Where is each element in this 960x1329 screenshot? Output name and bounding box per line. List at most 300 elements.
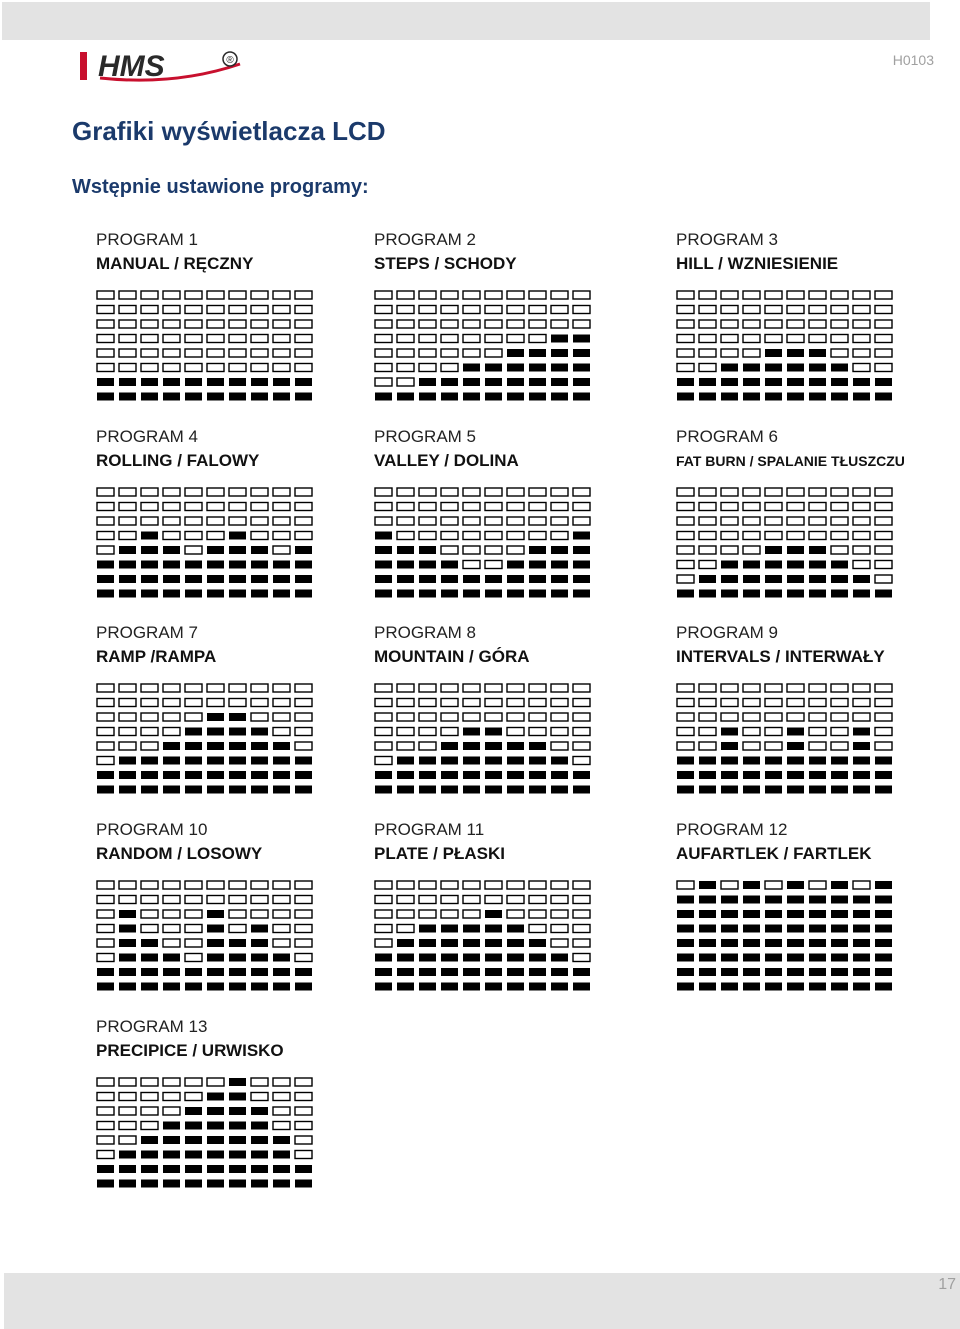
lcd-segment-on <box>119 968 136 976</box>
lcd-segment-off <box>375 291 392 299</box>
lcd-segment-off <box>119 1093 136 1101</box>
lcd-segment-on <box>721 968 738 976</box>
lcd-segment-off <box>787 699 804 707</box>
lcd-segment-on <box>163 1122 180 1130</box>
lcd-segment-on <box>251 1165 268 1173</box>
lcd-segment-off <box>677 561 694 569</box>
lcd-segment-off <box>273 939 290 947</box>
lcd-segment-off <box>163 713 180 721</box>
lcd-segment-off <box>507 335 524 343</box>
lcd-segment-on <box>119 1180 136 1188</box>
lcd-segment-off <box>141 517 158 525</box>
lcd-segment-on <box>529 561 546 569</box>
lcd-segment-off <box>141 335 158 343</box>
lcd-segment-off <box>251 1078 268 1086</box>
lcd-segment-off <box>463 320 480 328</box>
lcd-segment-on <box>875 968 892 976</box>
lcd-segment-off <box>529 728 546 736</box>
lcd-segment-off <box>677 881 694 889</box>
lcd-segment-on <box>787 378 804 386</box>
lcd-segment-off <box>273 1122 290 1130</box>
lcd-segment-off <box>397 742 414 750</box>
lcd-segment-on <box>787 896 804 904</box>
lcd-segment-off <box>273 1107 290 1115</box>
lcd-segment-on <box>163 393 180 401</box>
lcd-segment-off <box>273 728 290 736</box>
lcd-segment-off <box>853 699 870 707</box>
lcd-segment-off <box>97 728 114 736</box>
program-number: PROGRAM 4 <box>96 427 199 446</box>
lcd-segment-off <box>185 910 202 918</box>
lcd-segment-off <box>743 728 760 736</box>
lcd-segment-off <box>251 306 268 314</box>
lcd-segment-on <box>677 393 694 401</box>
lcd-segment-on <box>809 393 826 401</box>
lcd-segment-on <box>185 1122 202 1130</box>
lcd-segment-off <box>375 881 392 889</box>
lcd-segment-off <box>185 532 202 540</box>
lcd-segment-on <box>831 925 848 933</box>
lcd-segment-off <box>295 684 312 692</box>
lcd-segment-on <box>251 1151 268 1159</box>
lcd-segment-on <box>163 771 180 779</box>
lcd-segment-off <box>875 320 892 328</box>
lcd-segment-off <box>229 684 246 692</box>
lcd-segment-on <box>743 983 760 991</box>
lcd-segment-off <box>573 517 590 525</box>
lcd-segment-off <box>573 306 590 314</box>
lcd-segment-off <box>295 910 312 918</box>
lcd-segment-on <box>295 546 312 554</box>
lcd-segment-off <box>853 713 870 721</box>
lcd-segment-on <box>677 939 694 947</box>
lcd-segment-on <box>97 968 114 976</box>
lcd-segment-on <box>251 954 268 962</box>
lcd-segment-on <box>507 349 524 357</box>
lcd-segment-on <box>185 968 202 976</box>
program-card <box>676 228 916 402</box>
lcd-segment-off <box>831 306 848 314</box>
lcd-segment-off <box>875 742 892 750</box>
lcd-segment-on <box>419 939 436 947</box>
lcd-segment-off <box>787 335 804 343</box>
lcd-segment-on <box>419 786 436 794</box>
lcd-segment-on <box>441 757 458 765</box>
lcd-segment-on <box>397 954 414 962</box>
lcd-segment-off <box>485 349 502 357</box>
lcd-segment-on <box>787 910 804 918</box>
lcd-segment-off <box>573 954 590 962</box>
lcd-segment-on <box>207 728 224 736</box>
lcd-segment-on <box>251 925 268 933</box>
lcd-segment-on <box>721 910 738 918</box>
lcd-segment-on <box>875 757 892 765</box>
lcd-segment-on <box>743 786 760 794</box>
lcd-segment-off <box>677 517 694 525</box>
lcd-segment-on <box>765 757 782 765</box>
lcd-segment-on <box>141 1180 158 1188</box>
lcd-segment-off <box>677 503 694 511</box>
lcd-segment-on <box>529 742 546 750</box>
lcd-segment-off <box>507 488 524 496</box>
lcd-segment-off <box>743 335 760 343</box>
lcd-segment-off <box>441 728 458 736</box>
lcd-segment-off <box>97 488 114 496</box>
lcd-segment-off <box>787 291 804 299</box>
lcd-segment-off <box>551 517 568 525</box>
lcd-segment-off <box>699 684 716 692</box>
lcd-segment-off <box>251 896 268 904</box>
lcd-segment-off <box>507 896 524 904</box>
lcd-segment-off <box>853 517 870 525</box>
lcd-segment-on <box>207 910 224 918</box>
lcd-segment-on <box>529 575 546 583</box>
lcd-segment-off <box>295 742 312 750</box>
lcd-segment-on <box>507 378 524 386</box>
lcd-segment-on <box>229 546 246 554</box>
lcd-segment-off <box>765 532 782 540</box>
lcd-segment-on <box>529 983 546 991</box>
lcd-segment-off <box>295 1107 312 1115</box>
program-name: HILL / WZNIESIENIE <box>676 254 839 273</box>
lcd-segment-off <box>831 713 848 721</box>
lcd-segment-on <box>295 757 312 765</box>
lcd-segment-off <box>809 713 826 721</box>
lcd-segment-off <box>229 488 246 496</box>
lcd-segment-on <box>853 954 870 962</box>
lcd-segment-on <box>273 393 290 401</box>
lcd-segment-off <box>875 575 892 583</box>
lcd-segment-on <box>251 939 268 947</box>
lcd-segment-off <box>295 532 312 540</box>
lcd-segment-off <box>485 896 502 904</box>
lcd-segment-off <box>743 349 760 357</box>
lcd-segment-on <box>119 546 136 554</box>
lcd-segment-off <box>207 881 224 889</box>
lcd-segment-off <box>119 320 136 328</box>
lcd-segment-on <box>207 590 224 598</box>
lcd-segment-off <box>743 532 760 540</box>
lcd-segment-off <box>163 320 180 328</box>
lcd-segment-on <box>853 983 870 991</box>
lcd-segment-off <box>721 488 738 496</box>
lcd-segment-off <box>119 896 136 904</box>
lcd-segment-on <box>185 561 202 569</box>
lcd-segment-off <box>163 335 180 343</box>
lcd-segment-off <box>119 728 136 736</box>
lcd-segment-off <box>787 320 804 328</box>
lcd-segment-on <box>529 771 546 779</box>
lcd-segment-off <box>573 291 590 299</box>
lcd-segment-on <box>207 1136 224 1144</box>
lcd-segment-on <box>419 925 436 933</box>
lcd-segment-off <box>141 320 158 328</box>
lcd-segment-off <box>185 939 202 947</box>
lcd-segment-off <box>295 291 312 299</box>
lcd-segment-off <box>463 532 480 540</box>
lcd-segment-off <box>419 306 436 314</box>
lcd-segment-on <box>529 378 546 386</box>
lcd-segment-on <box>573 786 590 794</box>
lcd-segment-on <box>207 1165 224 1173</box>
lcd-segment-off <box>809 728 826 736</box>
lcd-segment-on <box>809 896 826 904</box>
lcd-segment-on <box>229 378 246 386</box>
lcd-segment-on <box>251 786 268 794</box>
lcd-segment-on <box>229 939 246 947</box>
lcd-segment-on <box>699 968 716 976</box>
lcd-segment-off <box>419 896 436 904</box>
lcd-segment-off <box>163 503 180 511</box>
lcd-segment-on <box>787 590 804 598</box>
lcd-segment-on <box>573 532 590 540</box>
lcd-profile-graph <box>676 290 894 402</box>
lcd-segment-on <box>163 378 180 386</box>
lcd-segment-on <box>699 881 716 889</box>
lcd-segment-on <box>875 939 892 947</box>
lcd-segment-on <box>699 393 716 401</box>
lcd-segment-on <box>809 983 826 991</box>
lcd-segment-off <box>809 881 826 889</box>
lcd-segment-on <box>853 728 870 736</box>
lcd-segment-on <box>141 590 158 598</box>
lcd-segment-on <box>229 757 246 765</box>
lcd-segment-off <box>397 517 414 525</box>
lcd-segment-on <box>463 771 480 779</box>
lcd-segment-off <box>699 306 716 314</box>
lcd-segment-on <box>765 561 782 569</box>
lcd-segment-on <box>809 349 826 357</box>
lcd-segment-off <box>419 335 436 343</box>
lcd-segment-off <box>809 517 826 525</box>
lcd-segment-on <box>207 713 224 721</box>
lcd-segment-off <box>485 517 502 525</box>
lcd-segment-on <box>507 954 524 962</box>
lcd-segment-off <box>397 364 414 372</box>
lcd-segment-on <box>185 771 202 779</box>
lcd-segment-off <box>853 561 870 569</box>
lcd-segment-on <box>743 881 760 889</box>
lcd-segment-off <box>119 364 136 372</box>
lcd-segment-on <box>229 786 246 794</box>
lcd-segment-on <box>251 393 268 401</box>
lcd-segment-off <box>97 742 114 750</box>
lcd-segment-on <box>743 590 760 598</box>
lcd-segment-off <box>97 364 114 372</box>
lcd-segment-on <box>699 939 716 947</box>
lcd-segment-off <box>765 320 782 328</box>
lcd-segment-off <box>141 910 158 918</box>
lcd-segment-off <box>375 335 392 343</box>
lcd-segment-on <box>273 378 290 386</box>
lcd-segment-on <box>463 968 480 976</box>
lcd-segment-off <box>97 320 114 328</box>
lcd-segment-off <box>419 713 436 721</box>
lcd-segment-off <box>441 517 458 525</box>
lcd-segment-off <box>529 503 546 511</box>
lcd-segment-off <box>573 896 590 904</box>
lcd-segment-on <box>375 954 392 962</box>
lcd-segment-off <box>251 684 268 692</box>
program-name: STEPS / SCHODY <box>374 254 517 273</box>
lcd-segment-off <box>441 488 458 496</box>
lcd-segment-off <box>743 517 760 525</box>
lcd-segment-off <box>507 881 524 889</box>
lcd-segment-off <box>831 335 848 343</box>
lcd-segment-off <box>699 532 716 540</box>
lcd-segment-off <box>141 1078 158 1086</box>
lcd-segment-off <box>875 306 892 314</box>
lcd-segment-on <box>185 1151 202 1159</box>
lcd-segment-off <box>273 699 290 707</box>
lcd-segment-off <box>419 742 436 750</box>
lcd-segment-off <box>251 532 268 540</box>
lcd-segment-off <box>141 1122 158 1130</box>
lcd-segment-on <box>743 561 760 569</box>
lcd-segment-off <box>97 532 114 540</box>
lcd-segment-on <box>485 590 502 598</box>
lcd-segment-on <box>507 983 524 991</box>
lcd-profile-graph <box>96 683 314 795</box>
lcd-segment-off <box>295 728 312 736</box>
lcd-segment-off <box>853 532 870 540</box>
lcd-segment-off <box>463 561 480 569</box>
lcd-segment-on <box>875 954 892 962</box>
lcd-segment-off <box>185 881 202 889</box>
lcd-segment-off <box>295 1151 312 1159</box>
lcd-segment-off <box>419 349 436 357</box>
lcd-segment-off <box>831 742 848 750</box>
lcd-segment-on <box>295 575 312 583</box>
lcd-segment-on <box>229 1136 246 1144</box>
lcd-segment-on <box>295 1180 312 1188</box>
lcd-segment-off <box>97 757 114 765</box>
lcd-segment-on <box>699 771 716 779</box>
lcd-segment-off <box>831 320 848 328</box>
lcd-segment-on <box>229 1122 246 1130</box>
lcd-segment-off <box>273 1093 290 1101</box>
lcd-profile-graph <box>374 880 592 992</box>
lcd-segment-on <box>463 364 480 372</box>
lcd-segment-off <box>677 713 694 721</box>
lcd-segment-on <box>529 364 546 372</box>
lcd-segment-off <box>677 684 694 692</box>
lcd-segment-off <box>507 728 524 736</box>
lcd-segment-on <box>485 575 502 583</box>
lcd-segment-on <box>295 786 312 794</box>
lcd-segment-on <box>809 546 826 554</box>
lcd-segment-on <box>207 546 224 554</box>
lcd-segment-on <box>419 757 436 765</box>
lcd-segment-on <box>831 939 848 947</box>
lcd-segment-off <box>273 532 290 540</box>
lcd-segment-on <box>677 786 694 794</box>
lcd-segment-on <box>163 1151 180 1159</box>
lcd-segment-off <box>721 320 738 328</box>
lcd-segment-off <box>251 699 268 707</box>
lcd-segment-off <box>853 364 870 372</box>
lcd-segment-off <box>441 881 458 889</box>
lcd-segment-off <box>251 881 268 889</box>
lcd-segment-off <box>97 1151 114 1159</box>
lcd-segment-on <box>229 1180 246 1188</box>
lcd-segment-off <box>97 1136 114 1144</box>
lcd-segment-off <box>185 335 202 343</box>
lcd-segment-off <box>441 335 458 343</box>
lcd-segment-off <box>831 699 848 707</box>
lcd-segment-on <box>185 1165 202 1173</box>
lcd-segment-off <box>419 728 436 736</box>
lcd-segment-on <box>251 728 268 736</box>
lcd-segment-off <box>787 488 804 496</box>
program-card <box>676 818 916 992</box>
lcd-segment-off <box>397 532 414 540</box>
lcd-segment-on <box>463 939 480 947</box>
lcd-segment-on <box>551 968 568 976</box>
lcd-segment-off <box>529 320 546 328</box>
lcd-segment-on <box>97 393 114 401</box>
lcd-segment-off <box>207 684 224 692</box>
lcd-segment-on <box>163 968 180 976</box>
lcd-segment-off <box>875 517 892 525</box>
program-name: MANUAL / RĘCZNY <box>96 254 254 273</box>
lcd-segment-off <box>375 320 392 328</box>
lcd-segment-on <box>507 757 524 765</box>
lcd-segment-on <box>853 896 870 904</box>
program-name: AUFARTLEK / FARTLEK <box>676 844 872 863</box>
lcd-segment-off <box>397 881 414 889</box>
lcd-segment-on <box>485 364 502 372</box>
lcd-segment-on <box>273 575 290 583</box>
lcd-segment-off <box>831 291 848 299</box>
lcd-segment-off <box>97 713 114 721</box>
lcd-segment-on <box>677 983 694 991</box>
lcd-segment-off <box>229 320 246 328</box>
lcd-segment-off <box>295 488 312 496</box>
program-card <box>374 621 614 795</box>
lcd-segment-on <box>529 968 546 976</box>
lcd-segment-on <box>273 590 290 598</box>
footer-bar <box>4 1273 960 1329</box>
lcd-segment-on <box>185 590 202 598</box>
lcd-segment-off <box>677 699 694 707</box>
lcd-segment-off <box>551 684 568 692</box>
lcd-segment-off <box>573 488 590 496</box>
lcd-segment-off <box>119 291 136 299</box>
lcd-segment-on <box>677 757 694 765</box>
lcd-segment-on <box>875 925 892 933</box>
lcd-segment-off <box>295 320 312 328</box>
lcd-segment-off <box>141 306 158 314</box>
lcd-segment-on <box>831 590 848 598</box>
lcd-segment-on <box>397 546 414 554</box>
lcd-segment-off <box>273 488 290 496</box>
lcd-segment-off <box>295 925 312 933</box>
lcd-segment-on <box>765 364 782 372</box>
lcd-segment-off <box>251 364 268 372</box>
lcd-segment-on <box>831 954 848 962</box>
lcd-segment-off <box>163 291 180 299</box>
lcd-segment-off <box>97 910 114 918</box>
lcd-segment-off <box>419 517 436 525</box>
lcd-segment-off <box>397 306 414 314</box>
lcd-segment-on <box>207 1180 224 1188</box>
lcd-segment-on <box>485 757 502 765</box>
lcd-segment-on <box>507 742 524 750</box>
lcd-segment-on <box>721 954 738 962</box>
lcd-segment-off <box>485 335 502 343</box>
lcd-segment-off <box>831 517 848 525</box>
